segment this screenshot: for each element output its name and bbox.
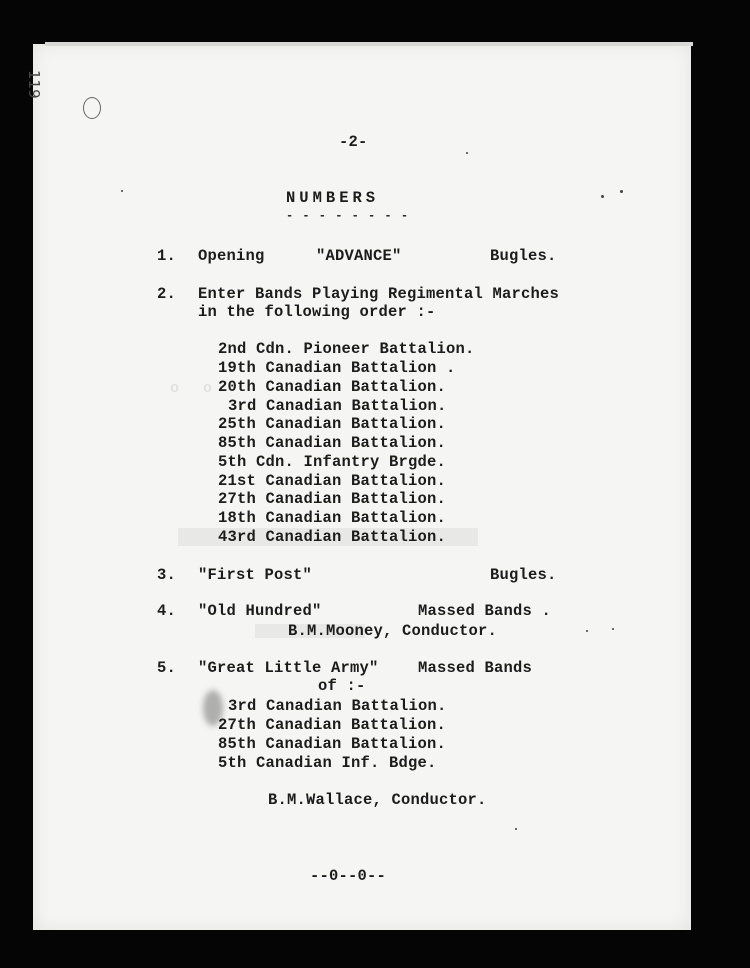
conductor-line: B.M.Mooney, Conductor. [288,622,498,640]
unit-list-item: 5th Cdn. Infantry Brgde. [218,453,447,471]
page-title: NUMBERS [286,189,380,207]
margin-note: 119 [25,70,43,99]
paper-speck [586,630,588,632]
paper-speck [466,152,468,154]
title-underline: - - - - - - - - [286,209,410,223]
unit-list-item: 2nd Cdn. Pioneer Battalion. [218,340,475,358]
item-text: Opening [198,247,265,265]
item-call: "ADVANCE" [316,247,402,265]
unit-list-item: 18th Canadian Battalion. [218,509,447,527]
unit-list-item: 21st Canadian Battalion. [218,472,447,490]
paper-speck [620,190,623,193]
item-text: Enter Bands Playing Regimental Marches [198,285,560,303]
item-number: 4. [157,602,177,620]
item-number: 5. [157,659,177,677]
unit-list-item: 25th Canadian Battalion. [218,415,447,433]
unit-list-item: 43rd Canadian Battalion. [218,528,447,546]
item-performer: Bugles. [490,566,557,584]
unit-list-item: 85th Canadian Battalion. [218,735,447,753]
unit-list-item: 85th Canadian Battalion. [218,434,447,452]
unit-list-item: 27th Canadian Battalion. [218,716,447,734]
paper-speck [612,628,614,630]
item-number: 2. [157,285,177,303]
item-text: "Old Hundred" [198,602,322,620]
item-performer: Bugles. [490,247,557,265]
end-mark: --0--0-- [310,867,387,885]
item-text: "Great Little Army" [198,659,379,677]
punch-hole [83,97,101,119]
item-text: "First Post" [198,566,313,584]
page-number: -2- [339,133,368,151]
unit-list-item: 3rd Canadian Battalion. [228,697,447,715]
conductor-line: B.M.Wallace, Conductor. [268,791,487,809]
item-performer: Massed Bands . [418,602,552,620]
item-number: 1. [157,247,177,265]
unit-list-item: 27th Canadian Battalion. [218,490,447,508]
paper-speck [601,195,604,198]
item-number: 3. [157,566,177,584]
unit-list-item: 20th Canadian Battalion. [218,378,447,396]
bleed-through: o o [170,380,215,397]
unit-list-item: 3rd Canadian Battalion. [228,397,447,415]
paper-speck [515,828,517,830]
unit-list-item: 5th Canadian Inf. Bdge. [218,754,437,772]
item-text: of :- [318,677,366,695]
unit-list-item: 19th Canadian Battalion . [218,359,456,377]
item-text: in the following order :- [198,303,436,321]
paper-speck [121,190,123,192]
item-performer: Massed Bands [418,659,533,677]
page-edge [45,42,693,46]
